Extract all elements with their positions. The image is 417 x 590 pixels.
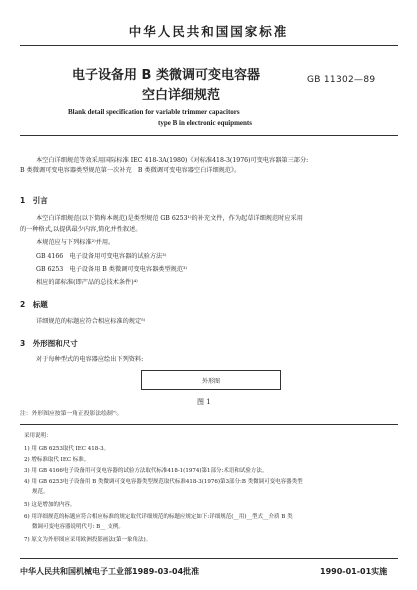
section-2-heading: 2 标题 bbox=[20, 300, 48, 309]
note-5: 5) 这是增加的内容。 bbox=[24, 502, 76, 508]
note-2: 2) 增标准取代 IEC 标准。 bbox=[24, 457, 90, 463]
reference-industry-standard: 相应的部标准(即产品的总技术条件)⁴⁾ bbox=[36, 279, 138, 286]
english-title-line-2: type B in electronic equipments bbox=[158, 119, 252, 127]
effective-date: 1990-01-01实施 bbox=[320, 567, 388, 576]
figure-caption: 图 1 bbox=[197, 398, 211, 406]
reference-gb4166: GB 4166 电子设备用可变电容器的试验方法³⁾ bbox=[36, 253, 167, 260]
section-3-heading: 3 外形图和尺寸 bbox=[20, 339, 78, 348]
section-3-para: 对于每种型式的电容器应绘出下列资料: bbox=[36, 356, 144, 363]
reference-gb6253: GB 6253 电子设备用 B 类微调可变电容器类型规范³⁾ bbox=[36, 266, 188, 273]
intro-line-2: B 类微调可变电容器类型规范第一次补充 B 类微调可变电容器空白详细规范》。 bbox=[20, 167, 241, 174]
header-rule bbox=[20, 45, 398, 46]
national-standard-header: 中华人民共和国国家标准 bbox=[128, 24, 289, 39]
standard-number: GB 11302—89 bbox=[307, 75, 376, 85]
intro-line-1: 本空白详细规范等效采用国际标准 IEC 418-3A(1980)《对标准418-3(1976)可变电容器第三部分: bbox=[36, 157, 309, 164]
section-1-para-1-line-1: 本空白详细规范(以下简称本规范)是类型规范 GB 6253¹⁾的补充文件，作为起草详细规范时应采用 bbox=[36, 215, 303, 222]
section-1-para-1-line-2: 的一种格式,以提供最少内容,简化并性叙述。 bbox=[20, 226, 142, 233]
figure-label: 外形图 bbox=[201, 377, 220, 385]
section-2-para: 详细规范的标题应符合相应标准的规定⁵⁾ bbox=[36, 318, 146, 325]
section-1-para-2: 本规范应与下列标准²⁾并用。 bbox=[36, 239, 115, 246]
notes-rule bbox=[20, 424, 398, 425]
note-6-line-1: 6) 用详细规范的标题应符合相应标准的规定取代详细规范的标题应规定如下:详细规范(__用)__型式__介质 B 类 bbox=[24, 514, 293, 520]
english-title-line-1: Blank detail specification for variable trimmer capacitors bbox=[68, 108, 240, 116]
title-line-2: 空白详细规范 bbox=[142, 88, 221, 103]
section-1-heading: 1 引言 bbox=[20, 196, 48, 205]
note-4-line-2: 规范。 bbox=[32, 489, 49, 495]
note-7: 7) 原文为外形图应采用欧洲投影画法(第一象角法)。 bbox=[24, 537, 152, 543]
title-rule bbox=[20, 135, 398, 136]
title-line-1: 电子设备用 B 类微调可变电容器 bbox=[72, 68, 260, 83]
note-1: 1) 用 GB 6253取代 IEC 418-3。 bbox=[24, 446, 110, 452]
outline-drawing-figure bbox=[141, 370, 281, 390]
approval-line: 中华人民共和国机械电子工业部1989-03-04批准 bbox=[20, 567, 200, 576]
note-4-line-1: 4) 用 GB 6253电子设备用 B 类微调可变电容器类型规范取代标准418-3(1976)第3部分:B 类微调可变电容器类型 bbox=[24, 479, 303, 485]
figure-note: 注：外形图应按第一角正投影法绘制⁷⁾。 bbox=[20, 411, 123, 417]
footer-rule bbox=[20, 558, 398, 559]
note-6-line-2: 微调可变电容器说明代号: B__ 支例。 bbox=[32, 524, 124, 530]
notes-heading: 采用说明： bbox=[24, 433, 52, 439]
note-3: 3) 用 GB 4166电子设备用可变电容器的试验方法取代标准418-1(1974)第1部分:术语和试验方法。 bbox=[24, 468, 268, 474]
